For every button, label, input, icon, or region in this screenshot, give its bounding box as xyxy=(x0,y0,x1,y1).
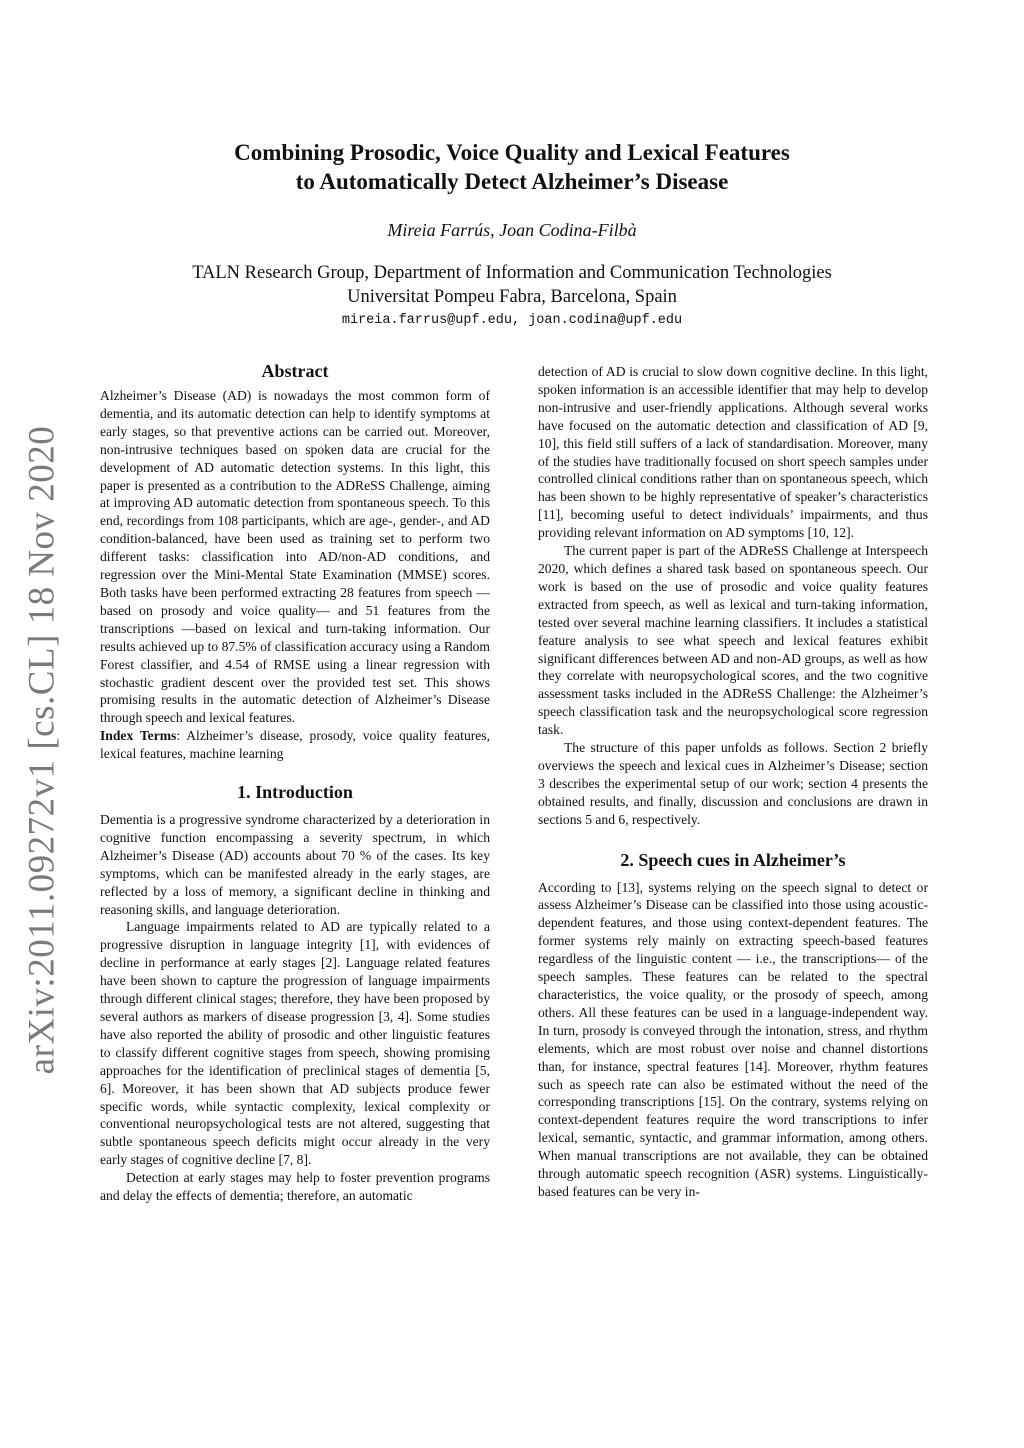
arxiv-identifier: arXiv:2011.09272v1 [cs.CL] 18 Nov 2020 xyxy=(21,425,63,1075)
intro-paragraph-2: Language impairments related to AD are typically related to a progressive disruption in language integrity [1], with evidences of decline in performance at early stages [2]. Language related features have been shown to capture the progression of language impairments through different clinical stages; therefore, they have been proposed by several authors as markers of disease progression [3, 4]. Some studies have also reported the ability of prosodic and other linguistic features to classify different cognitive stages from speech, showing promising approaches for the identification of preclinical stages of dementia [5, 6]. Moreover, it has been shown that AD subjects produce fewer specific words, while syntactic complexity, lexical complexity or conventional neuropsychological tests are not altered, suggesting that subtle spontaneous speech deficits might occur already in the very early stages of cognitive decline [7, 8]. xyxy=(100,919,490,1168)
intro-paragraph-4: The current paper is part of the ADReSS Challenge at Interspeech 2020, which defines a shared task based on spontaneous speech. Our work is based on the use of prosodic and voice quality features extracted from speech, as well as lexical and turn-taking information, tested over several machine learning classifiers. It includes a statistical feature analysis to see what speech and lexical features exhibit significant differences between AD and non-AD groups, as well as how they correlate with neuropsychological scores, and the two cognitive assessment tasks included in the ADReSS Challenge: the Alzheimer’s speech classification task and the neuropsychological score regression task. xyxy=(538,543,928,738)
abstract-text: Alzheimer’s Disease (AD) is nowadays the most common form of dementia, and its automatic detection can help to identify symptoms at early stages, so that preventive actions can be carried out. Moreover, non-intrusive techniques based on spoken data are crucial for the development of AD automatic detection systems. In this light, this paper is presented as a contribution to the ADReSS Challenge, aiming at improving AD automatic detection from spontaneous speech. To this end, recordings from 108 participants, which are age-, gender-, and AD condition-balanced, have been used as training set to perform two different tasks: classification into AD/non-AD conditions, and regression over the Mini-Mental State Examination (MMSE) scores. Both tasks have been performed extracting 28 features from speech —based on prosody and voice quality— and 51 features from the transcriptions —based on lexical and turn-taking information. Our results achieved up to 87.5% of classification accuracy using a Random Forest classifier, and 4.54 of RMSE using a linear regression with stochastic gradient descent over the provided test set. This shows promising results in the automatic detection of Alzheimer’s Disease through speech and lexical features. xyxy=(100,388,490,726)
affiliation xyxy=(90,261,934,309)
authors: Mireia Farrús, Joan Codina-Filbà xyxy=(387,220,637,240)
intro-paragraph-3: Detection at early stages may help to foster prevention programs and delay the effects of dementia; therefore, an automatic xyxy=(100,1170,490,1204)
abstract-heading: Abstract xyxy=(261,361,329,381)
intro-paragraph-5: The structure of this paper unfolds as follows. Section 2 briefly overviews the speech and lexical cues in Alzheimer’s Disease; section 3 describes the experimental setup of our work; section 4 presents the obtained results, and finally, discussion and conclusions are drawn in sections 5 and 6, respectively. xyxy=(538,740,928,827)
author-emails: mireia.farrus@upf.edu, joan.codina@upf.edu xyxy=(341,313,683,328)
left-column xyxy=(100,360,490,1205)
index-terms-label: Index Terms xyxy=(100,728,177,744)
arxiv-sidebar xyxy=(14,425,70,1075)
index-terms xyxy=(100,727,490,763)
intro-paragraph-1: Dementia is a progressive syndrome characterized by a deterioration in cognitive function encompassing a severity spectrum, in which Alzheimer’s Disease (AD) accounts about 70 % of the cases. Its key symptoms, which can be manifested already in the early stages, are reflected by a loss of memory, a significant decline in thinking and reasoning skills, and language deterioration. xyxy=(100,812,490,917)
title-line-1: Combining Prosodic, Voice Quality and Lexical Features xyxy=(234,140,790,165)
speech-cues-heading: 2. Speech cues in Alzheimer’s xyxy=(620,849,846,870)
affiliation-line-1: TALN Research Group, Department of Information and Communication Technologies xyxy=(192,263,832,283)
affiliation-line-2: Universitat Pompeu Fabra, Barcelona, Spain xyxy=(347,287,677,307)
title-line-2: to Automatically Detect Alzheimer’s Disease xyxy=(295,169,729,194)
speech-cues-paragraph-1: According to [13], systems relying on the speech signal to detect or assess Alzheimer’s Disease can be classified into those using acoustic-dependent features, and those using context-dependent features. The former systems rely mainly on extracting speech-based features regardless of the linguistic content — i.e., the transcriptions— of the speech samples. These features can be related to the spectral characteristics, the voice quality, or the prosody of speech, among others. All these features can be used in a language-independent way. In turn, prosody is conveyed through the intonation, stress, and rhythm elements, which are most robust over noise and channel distortions than, for instance, spectral features [14]. Moreover, rhythm features such as speech rate can also be estimated without the need of the corresponding transcriptions [15]. On the contrary, systems relying on context-dependent features require the word transcriptions to infer lexical, semantic, syntactic, and grammar information, among others. When manual transcriptions are not available, they can be obtained through automatic speech recognition (ASR) systems. Linguistically-based features can be very in- xyxy=(538,879,928,1199)
paper-title xyxy=(90,138,934,196)
introduction-heading: 1. Introduction xyxy=(237,782,353,803)
index-terms-list: : Alzheimer’s disease, prosody, voice quality features, lexical features, machine learning xyxy=(100,728,490,762)
intro-paragraph-3-continued: detection of AD is crucial to slow down cognitive decline. In this light, spoken information is an accessible identifier that may help to develop non-intrusive and user-friendly applications. Although several works have focused on the automatic detection and classification of AD [9, 10], this field still suffers of a lack of standardisation. Moreover, many of the studies have traditionally focused on short speech samples under controlled clinical conditions rather than on spontaneous speech, which has been shown to be highly representative of speaker’s characteristics [11], becoming useful to detect individuals’ impairments, and thus providing relevant information on AD symptoms [10, 12]. xyxy=(538,364,928,541)
right-column xyxy=(538,360,928,1201)
